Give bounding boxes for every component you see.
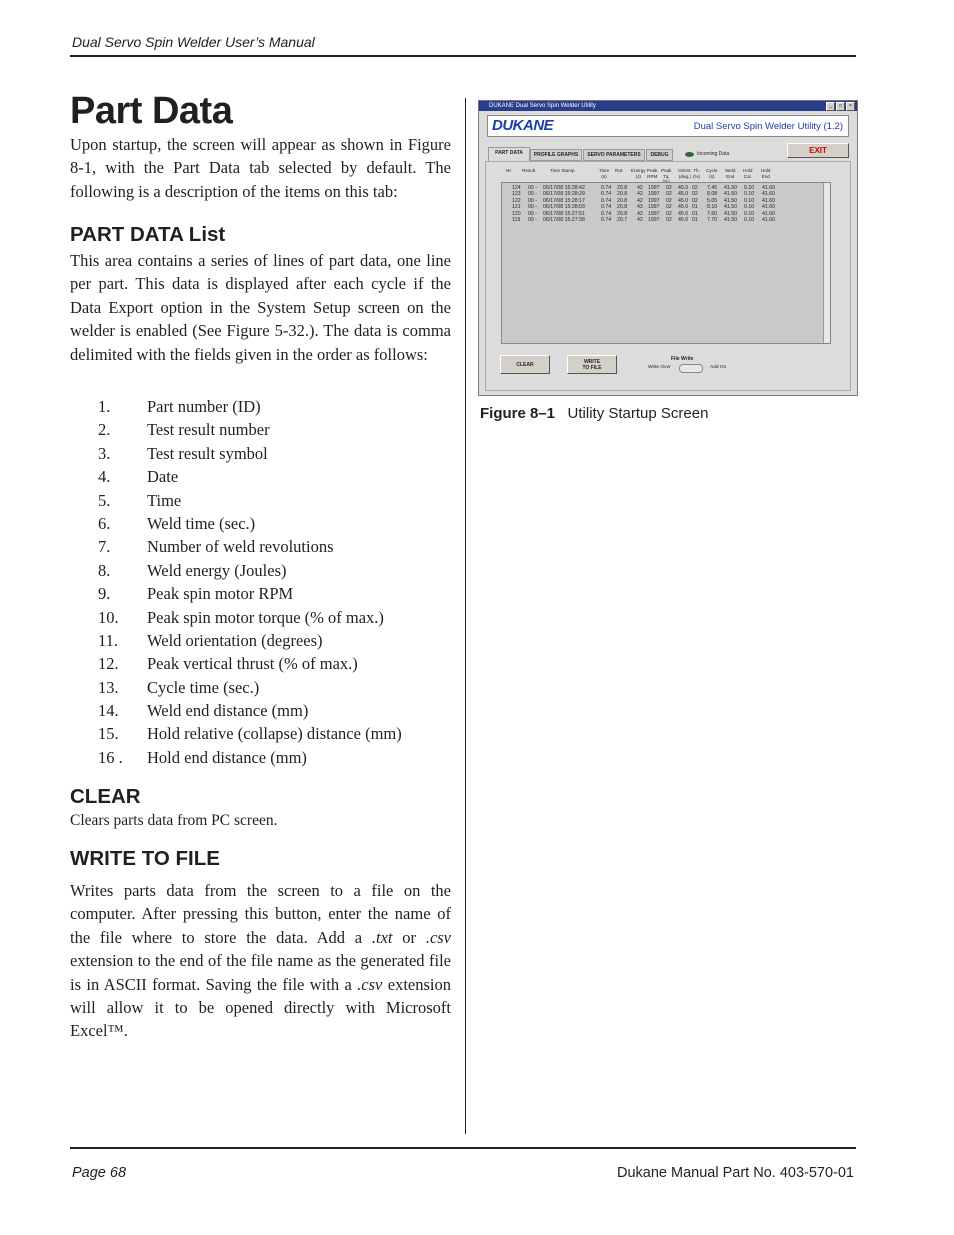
table-cell: 06/17/08 15:28:42 — [543, 185, 585, 191]
list-item: 15. Hold relative (collapse) distance (mm) — [98, 724, 402, 744]
table-cell: 02 — [692, 191, 698, 198]
table-cell: 41.60 — [762, 191, 775, 198]
figure-label: Figure 8–1 — [480, 405, 556, 422]
column-header: Orient. (deg.) — [678, 168, 692, 179]
dukane-logo: DUKANE — [492, 117, 554, 134]
table-cell: 0.10 — [744, 204, 755, 211]
exit-button[interactable]: EXIT — [787, 143, 849, 158]
list-item: 8. Weld energy (Joules) — [98, 560, 287, 580]
part-data-grid[interactable] — [501, 182, 831, 344]
list-item: 3. Test result symbol — [98, 443, 268, 463]
window-controls — [826, 102, 855, 111]
table-cell: 0.10 — [744, 185, 755, 191]
list-item: 12. Peak vertical thrust (% of max.) — [98, 654, 358, 674]
list-item: 9. Peak spin motor RPM — [98, 584, 294, 604]
table-cell: 02 — [666, 185, 672, 191]
file-write-label: File Write — [671, 356, 694, 362]
list-item: 16 . Hold end distance (mm) — [98, 747, 307, 767]
table-cell: 00 - — [528, 197, 537, 204]
write-to-file-heading: WRITE TO FILE — [70, 847, 220, 870]
header-rule — [70, 55, 856, 57]
table-cell: 06/17/08 15:28:29 — [543, 191, 585, 198]
table-cell: 0.10 — [744, 197, 755, 204]
clear-button[interactable]: CLEAR — [500, 355, 550, 374]
table-cell: 0.74 — [601, 204, 612, 211]
table-cell: 42 — [637, 185, 643, 191]
table-cell: 42 — [637, 217, 643, 223]
table-cell: 45.0 — [678, 217, 689, 223]
column-header: Nr. — [506, 168, 512, 173]
table-cell: 02 — [692, 185, 698, 191]
clear-paragraph: Clears parts data from PC screen. — [70, 812, 278, 829]
table-cell: 45.0 — [678, 185, 689, 191]
table-cell: 120 — [512, 210, 521, 217]
maximize-icon[interactable]: □ — [836, 102, 845, 111]
table-cell: 02 — [666, 210, 672, 217]
column-header: Hold End — [761, 168, 771, 179]
table-cell: 41.50 — [724, 197, 737, 204]
column-header: Th. (%) — [693, 168, 701, 179]
table-cell: 41.60 — [762, 204, 775, 211]
table-cell: 45.0 — [678, 197, 689, 204]
grid-scrollbar[interactable] — [823, 183, 830, 343]
table-cell: 41.50 — [724, 191, 737, 198]
app-banner — [487, 115, 849, 137]
list-item: 14. Weld end distance (mm) — [98, 701, 309, 721]
table-cell: 0.74 — [601, 191, 612, 198]
table-cell: 0.74 — [601, 210, 612, 217]
table-cell: 0.10 — [744, 191, 755, 198]
table-cell: 124 — [512, 185, 521, 191]
table-cell: 41.50 — [724, 185, 737, 191]
table-cell: 01 — [692, 210, 698, 217]
table-cell: 8.08 — [707, 191, 718, 198]
table-cell: 02 — [666, 197, 672, 204]
table-cell: 43 — [637, 204, 643, 211]
table-cell: 42 — [637, 197, 643, 204]
table-cell: 5.05 — [707, 197, 718, 204]
list-item: 2. Test result number — [98, 420, 270, 440]
table-cell: 7.60 — [707, 210, 718, 217]
tab-profile-graphs[interactable]: PROFILE GRAPHS — [530, 149, 582, 161]
table-cell: 02 — [666, 204, 672, 211]
table-cell: 20.8 — [617, 204, 628, 211]
table-cell: 00 - — [528, 210, 537, 217]
close-icon[interactable]: × — [846, 102, 855, 111]
table-cell: 1997 — [648, 197, 660, 204]
figure-caption — [480, 405, 708, 422]
table-cell: 42 — [637, 191, 643, 198]
add-on-label: Add On — [710, 365, 727, 370]
tab-debug[interactable]: DEBUG — [646, 149, 673, 161]
table-cell: 00 - — [528, 217, 537, 223]
intro-paragraph: Upon startup, the screen will appear as shown in Figure 8-1, with the Part Data tab selected by default. The following is a description of the items on this tab: — [70, 135, 451, 201]
table-cell: 41.50 — [724, 217, 737, 223]
table-cell: 00 - — [528, 204, 537, 211]
table-cell: 0.74 — [601, 197, 612, 204]
window-title: DUKANE Dual Servo Spin Welder Utility — [489, 103, 596, 109]
page-number: Page 68 — [72, 1165, 127, 1181]
column-header: Time (s) — [599, 168, 610, 179]
table-cell: 0.74 — [601, 217, 612, 223]
column-header: Weld End — [725, 168, 736, 179]
part-data-list-heading: PART DATA List — [70, 223, 226, 246]
footer-rule — [70, 1147, 856, 1149]
running-header: Dual Servo Spin Welder User’s Manual — [72, 34, 315, 50]
column-header: Hold Col. — [743, 168, 753, 179]
column-header: Cycle (s) — [706, 168, 718, 179]
list-item: 6. Weld time (sec.) — [98, 513, 256, 533]
table-cell: 7.70 — [707, 217, 718, 223]
table-cell: 122 — [512, 197, 521, 204]
minimize-icon[interactable]: _ — [826, 102, 835, 111]
table-cell: 02 — [666, 217, 672, 223]
table-cell: 1997 — [648, 217, 660, 223]
table-cell: 45.0 — [678, 191, 689, 198]
column-header: Result — [522, 168, 536, 173]
tab-part-data[interactable]: PART DATA — [488, 147, 530, 161]
table-cell: 8.10 — [707, 204, 718, 211]
table-cell: 1997 — [648, 185, 660, 191]
column-header: Peak RPM — [647, 168, 658, 179]
write-to-file-paragraph: Writes parts data from the screen to a file on the computer. After pressing this button, enter the name of the file where to store the data. Add a .txt or .csv extension to the end of the file name as the generated file is in ASCII format. Saving the file with a .csv extension will allow it to be opened directly with Microsoft Excel™. — [70, 881, 452, 1041]
clear-heading: CLEAR — [70, 785, 141, 808]
table-cell: 00 - — [528, 185, 537, 191]
table-cell: 0.10 — [744, 217, 755, 223]
table-cell: 20.8 — [617, 210, 628, 217]
column-divider — [465, 98, 466, 1134]
table-cell: 20.8 — [617, 185, 628, 191]
write-over-label: Write Over — [648, 365, 671, 370]
table-cell: 41.60 — [762, 185, 775, 191]
table-cell: 119 — [512, 217, 521, 223]
column-header: Rot. — [615, 168, 624, 173]
table-cell: 45.0 — [678, 210, 689, 217]
table-cell: 20.8 — [617, 197, 628, 204]
utility-screenshot — [478, 100, 858, 396]
column-header: Peak Tq. — [661, 168, 672, 179]
table-cell: 1997 — [648, 191, 660, 198]
table-cell: 06/17/08 15:27:51 — [543, 210, 585, 217]
window-titlebar — [479, 101, 857, 111]
list-item: 5. Time — [98, 490, 182, 510]
table-cell: 20.7 — [617, 217, 628, 223]
incoming-data-label: Incoming Data — [697, 151, 730, 157]
column-header: Time Stamp — [550, 168, 575, 173]
table-cell: 1997 — [648, 210, 660, 217]
table-cell: 41.60 — [762, 197, 775, 204]
table-cell: 41.50 — [724, 204, 737, 211]
page-title: Part Data — [70, 90, 233, 132]
manual-part-number: Dukane Manual Part No. 403-570-01 — [617, 1165, 854, 1181]
incoming-data-led-icon — [685, 152, 694, 157]
file-write-toggle[interactable] — [679, 364, 703, 373]
table-cell: 02 — [692, 197, 698, 204]
table-cell: 0.74 — [601, 185, 612, 191]
part-data-list-paragraph: This area contains a series of lines of part data, one line per part. This data is displayed after each cycle if the Data Export option in the System Setup screen on the welder is enabled (See Figure 5-32.). The data is comma delimited with the fields given in the order as follows: — [70, 251, 451, 364]
field-list — [70, 395, 451, 769]
table-cell: 00 - — [528, 191, 537, 198]
app-title: Dual Servo Spin Welder Utility (1.2) — [693, 121, 843, 132]
table-cell: 06/17/08 15:28:03 — [543, 204, 585, 211]
list-item: 4. Date — [98, 467, 179, 487]
table-cell: 06/17/08 15:28:17 — [543, 197, 585, 204]
tab-servo-parameters[interactable]: SERVO PARAMETERS — [583, 149, 645, 161]
list-item: 7. Number of weld revolutions — [98, 537, 334, 557]
write-to-file-button[interactable]: WRITE TO FILE — [567, 355, 617, 374]
table-cell: 123 — [512, 191, 521, 198]
table-cell: 121 — [512, 204, 521, 211]
table-cell: 41.60 — [762, 210, 775, 217]
list-item: 10. Peak spin motor torque (% of max.) — [98, 607, 384, 627]
figure-caption-text: Utility Startup Screen — [567, 405, 709, 422]
table-cell: 1997 — [648, 204, 660, 211]
table-cell: 02 — [666, 191, 672, 198]
table-cell: 41.60 — [762, 217, 775, 223]
table-cell: 01 — [692, 204, 698, 211]
table-cell: 20.8 — [617, 191, 628, 198]
list-item: 11. Weld orientation (degrees) — [98, 630, 323, 650]
table-cell: 42 — [637, 210, 643, 217]
list-item: 1. Part number (ID) — [98, 397, 261, 416]
table-cell: 0.10 — [744, 210, 755, 217]
column-header: Energy (J) — [631, 168, 646, 179]
table-cell: 7.45 — [707, 185, 718, 191]
table-cell: 41.50 — [724, 210, 737, 217]
list-item: 13. Cycle time (sec.) — [98, 677, 260, 697]
table-cell: 45.0 — [678, 204, 689, 211]
table-cell: 06/17/08 15:27:38 — [543, 217, 585, 223]
table-cell: 01 — [692, 217, 698, 223]
